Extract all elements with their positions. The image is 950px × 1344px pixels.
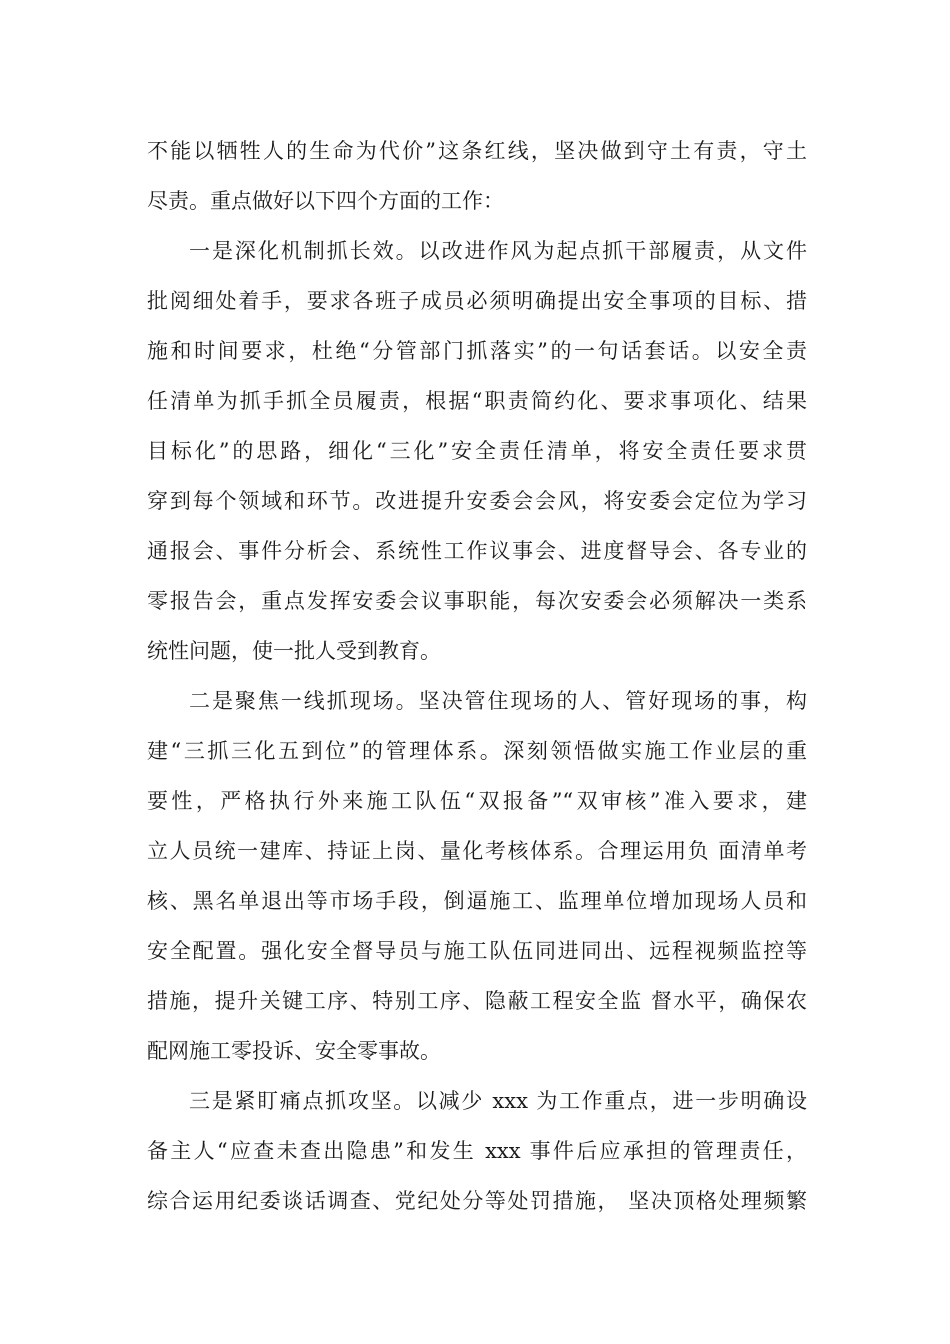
text-line: 零报告会，重点发挥安委会议事职能，每次安委会必须解决一类系 (147, 589, 807, 613)
text-line: 备主人“应查未查出隐患”和发生 xxx 事件后应承担的管理责任， (147, 1139, 807, 1163)
text-line: 批阅细处着手，要求各班子成员必须明确提出安全事项的目标、措 (147, 289, 807, 313)
text-line: 尽责。重点做好以下四个方面的工作： (147, 189, 504, 213)
text-line: 综合运用纪委谈话调查、党纪处分等处罚措施， 坚决顶格处理频繁 (147, 1189, 807, 1213)
text-line: 通报会、事件分析会、系统性工作议事会、进度督导会、各专业的 (147, 539, 807, 563)
text-line: 核、黑名单退出等市场手段，倒逼施工、监理单位增加现场人员和 (147, 889, 807, 913)
text-line: 穿到每个领域和环节。改进提升安委会会风，将安委会定位为学习 (147, 489, 807, 513)
text-line: 不能以牺牲人的生命为代价”这条红线，坚决做到守土有责，守土 (147, 139, 807, 163)
text-line: 措施，提升关键工序、特别工序、隐蔽工程安全监 督水平，确保农 (147, 989, 807, 1013)
paragraph-start-line: 一是深化机制抓长效。以改进作风为起点抓干部履责，从文件 (189, 239, 807, 263)
text-line: 任清单为抓手抓全员履责，根据“职责简约化、要求事项化、结果 (147, 389, 807, 413)
text-line: 建“三抓三化五到位”的管理体系。深刻领悟做实施工作业层的重 (147, 739, 807, 763)
text-line: 统性问题，使一批人受到教育。 (147, 639, 441, 663)
paragraph-start-line: 二是聚焦一线抓现场。坚决管住现场的人、管好现场的事，构 (189, 689, 807, 713)
text-line: 施和时间要求，杜绝“分管部门抓落实”的一句话套话。以安全责 (147, 339, 807, 363)
text-line: 要性，严格执行外来施工队伍“双报备”“双审核”准入要求，建 (147, 789, 807, 813)
text-line: 配网施工零投诉、安全零事故。 (147, 1039, 441, 1063)
text-line: 目标化”的思路，细化“三化”安全责任清单，将安全责任要求贯 (147, 439, 807, 463)
text-line: 立人员统一建库、持证上岗、量化考核体系。合理运用负 面清单考 (147, 839, 807, 863)
text-line: 安全配置。强化安全督导员与施工队伍同进同出、远程视频监控等 (147, 939, 807, 963)
paragraph-start-line: 三是紧盯痛点抓攻坚。以减少 xxx 为工作重点，进一步明确设 (189, 1089, 807, 1113)
